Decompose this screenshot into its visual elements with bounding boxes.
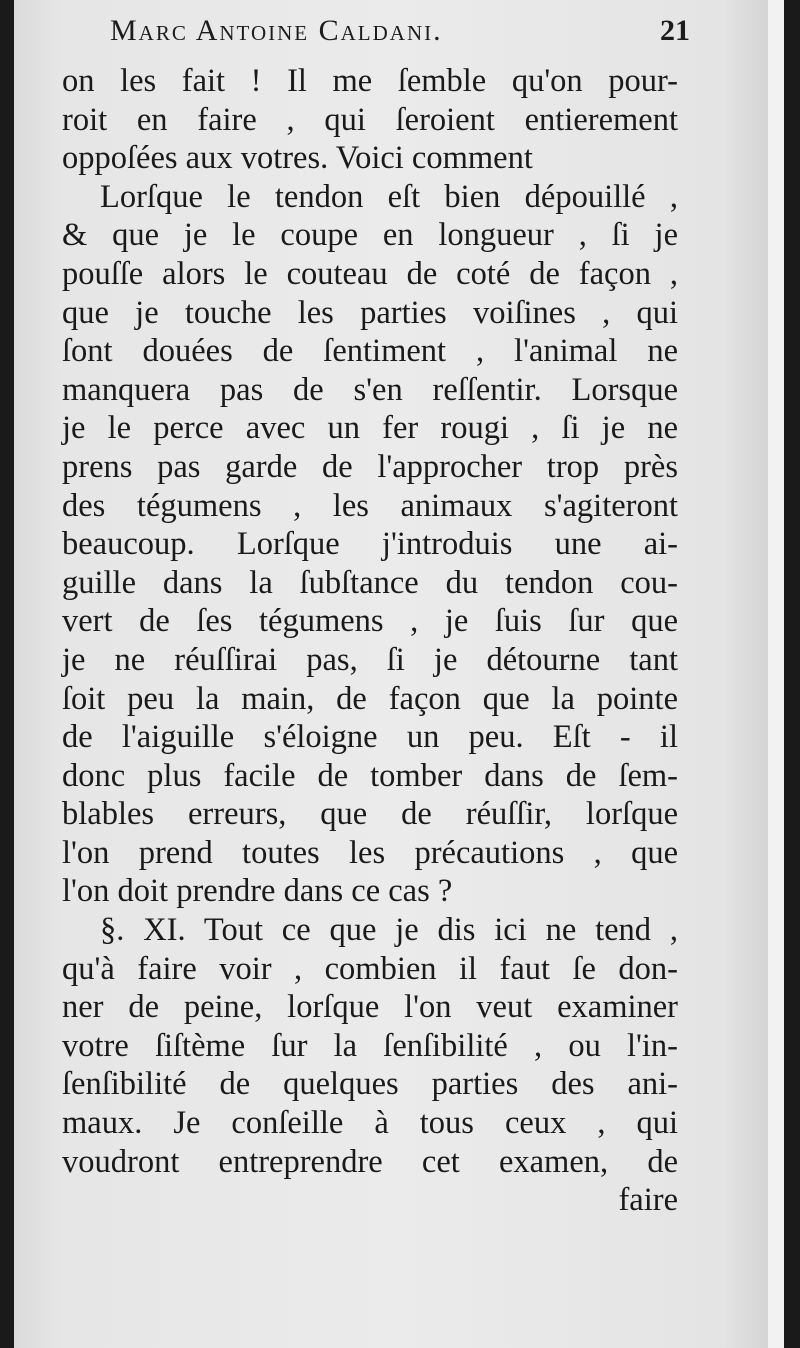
text-line: vert de ſes tégumens , je ſuis ſur que: [62, 603, 678, 640]
body-text: [62, 62, 678, 1220]
page-edge: [768, 0, 784, 1348]
text-line: prens pas garde de l'approcher trop près: [62, 448, 678, 485]
text-line: on les fait ! Il me ſemble qu'on pour-: [62, 63, 678, 99]
text-line: ſoit peu la main, de façon que la pointe: [62, 680, 678, 717]
page-header: [110, 14, 690, 58]
text-line: je le perce avec un fer rougi , ſi je ne: [62, 410, 678, 447]
page-number: 21: [660, 14, 690, 47]
text-line: l'on prend toutes les précautions , que: [62, 834, 678, 871]
text-line: §. XI. Tout ce que je dis ici ne tend ,: [100, 912, 678, 949]
running-title: Marc Antoine Caldani.: [110, 14, 443, 47]
text-line: que je touche les parties voiſines , qui: [62, 294, 678, 331]
text-line: guille dans la ſubſtance du tendon cou-: [62, 564, 678, 601]
text-line: voudront entreprendre cet examen, de: [62, 1143, 678, 1180]
text-line: ner de peine, lorſque l'on veut examiner: [62, 989, 678, 1026]
text-line: maux. Je conſeille à tous ceux , qui: [62, 1105, 678, 1142]
text-line: pouſſe alors le couteau de coté de façon ,: [62, 255, 678, 292]
text-line: des tégumens , les animaux s'agiteront: [62, 487, 678, 524]
text-line: roit en faire , qui ſeroient entierement: [62, 101, 678, 138]
text-line: ſont douées de ſentiment , l'animal ne: [62, 333, 678, 370]
text-line: Lorſque le tendon eſt bien dépouillé ,: [100, 178, 678, 215]
text-line: donc plus facile de tomber dans de ſem-: [62, 757, 678, 794]
text-line: votre ſiſtème ſur la ſenſibilité , ou l'in-: [62, 1027, 678, 1064]
text-line: blables erreurs, que de réuſſir, lorſque: [62, 796, 678, 833]
text-line: oppoſées aux votres. Voici comment: [62, 140, 533, 177]
text-line: beaucoup. Lorſque j'introduis une ai-: [62, 526, 678, 563]
book-page: [14, 0, 784, 1348]
catchword: faire: [618, 1182, 678, 1219]
text-line: & que je le coupe en longueur , ſi je: [62, 217, 678, 254]
text-line: manquera pas de s'en reſſentir. Lorsque: [62, 371, 678, 408]
text-line: qu'à faire voir , combien il faut ſe don-: [62, 950, 678, 987]
text-line: de l'aiguille s'éloigne un peu. Eſt - il: [62, 719, 678, 756]
text-line: je ne réuſſirai pas, ſi je détourne tant: [62, 641, 678, 678]
text-line: l'on doit prendre dans ce cas ?: [62, 873, 453, 910]
text-line: ſenſibilité de quelques parties des ani-: [62, 1066, 678, 1103]
